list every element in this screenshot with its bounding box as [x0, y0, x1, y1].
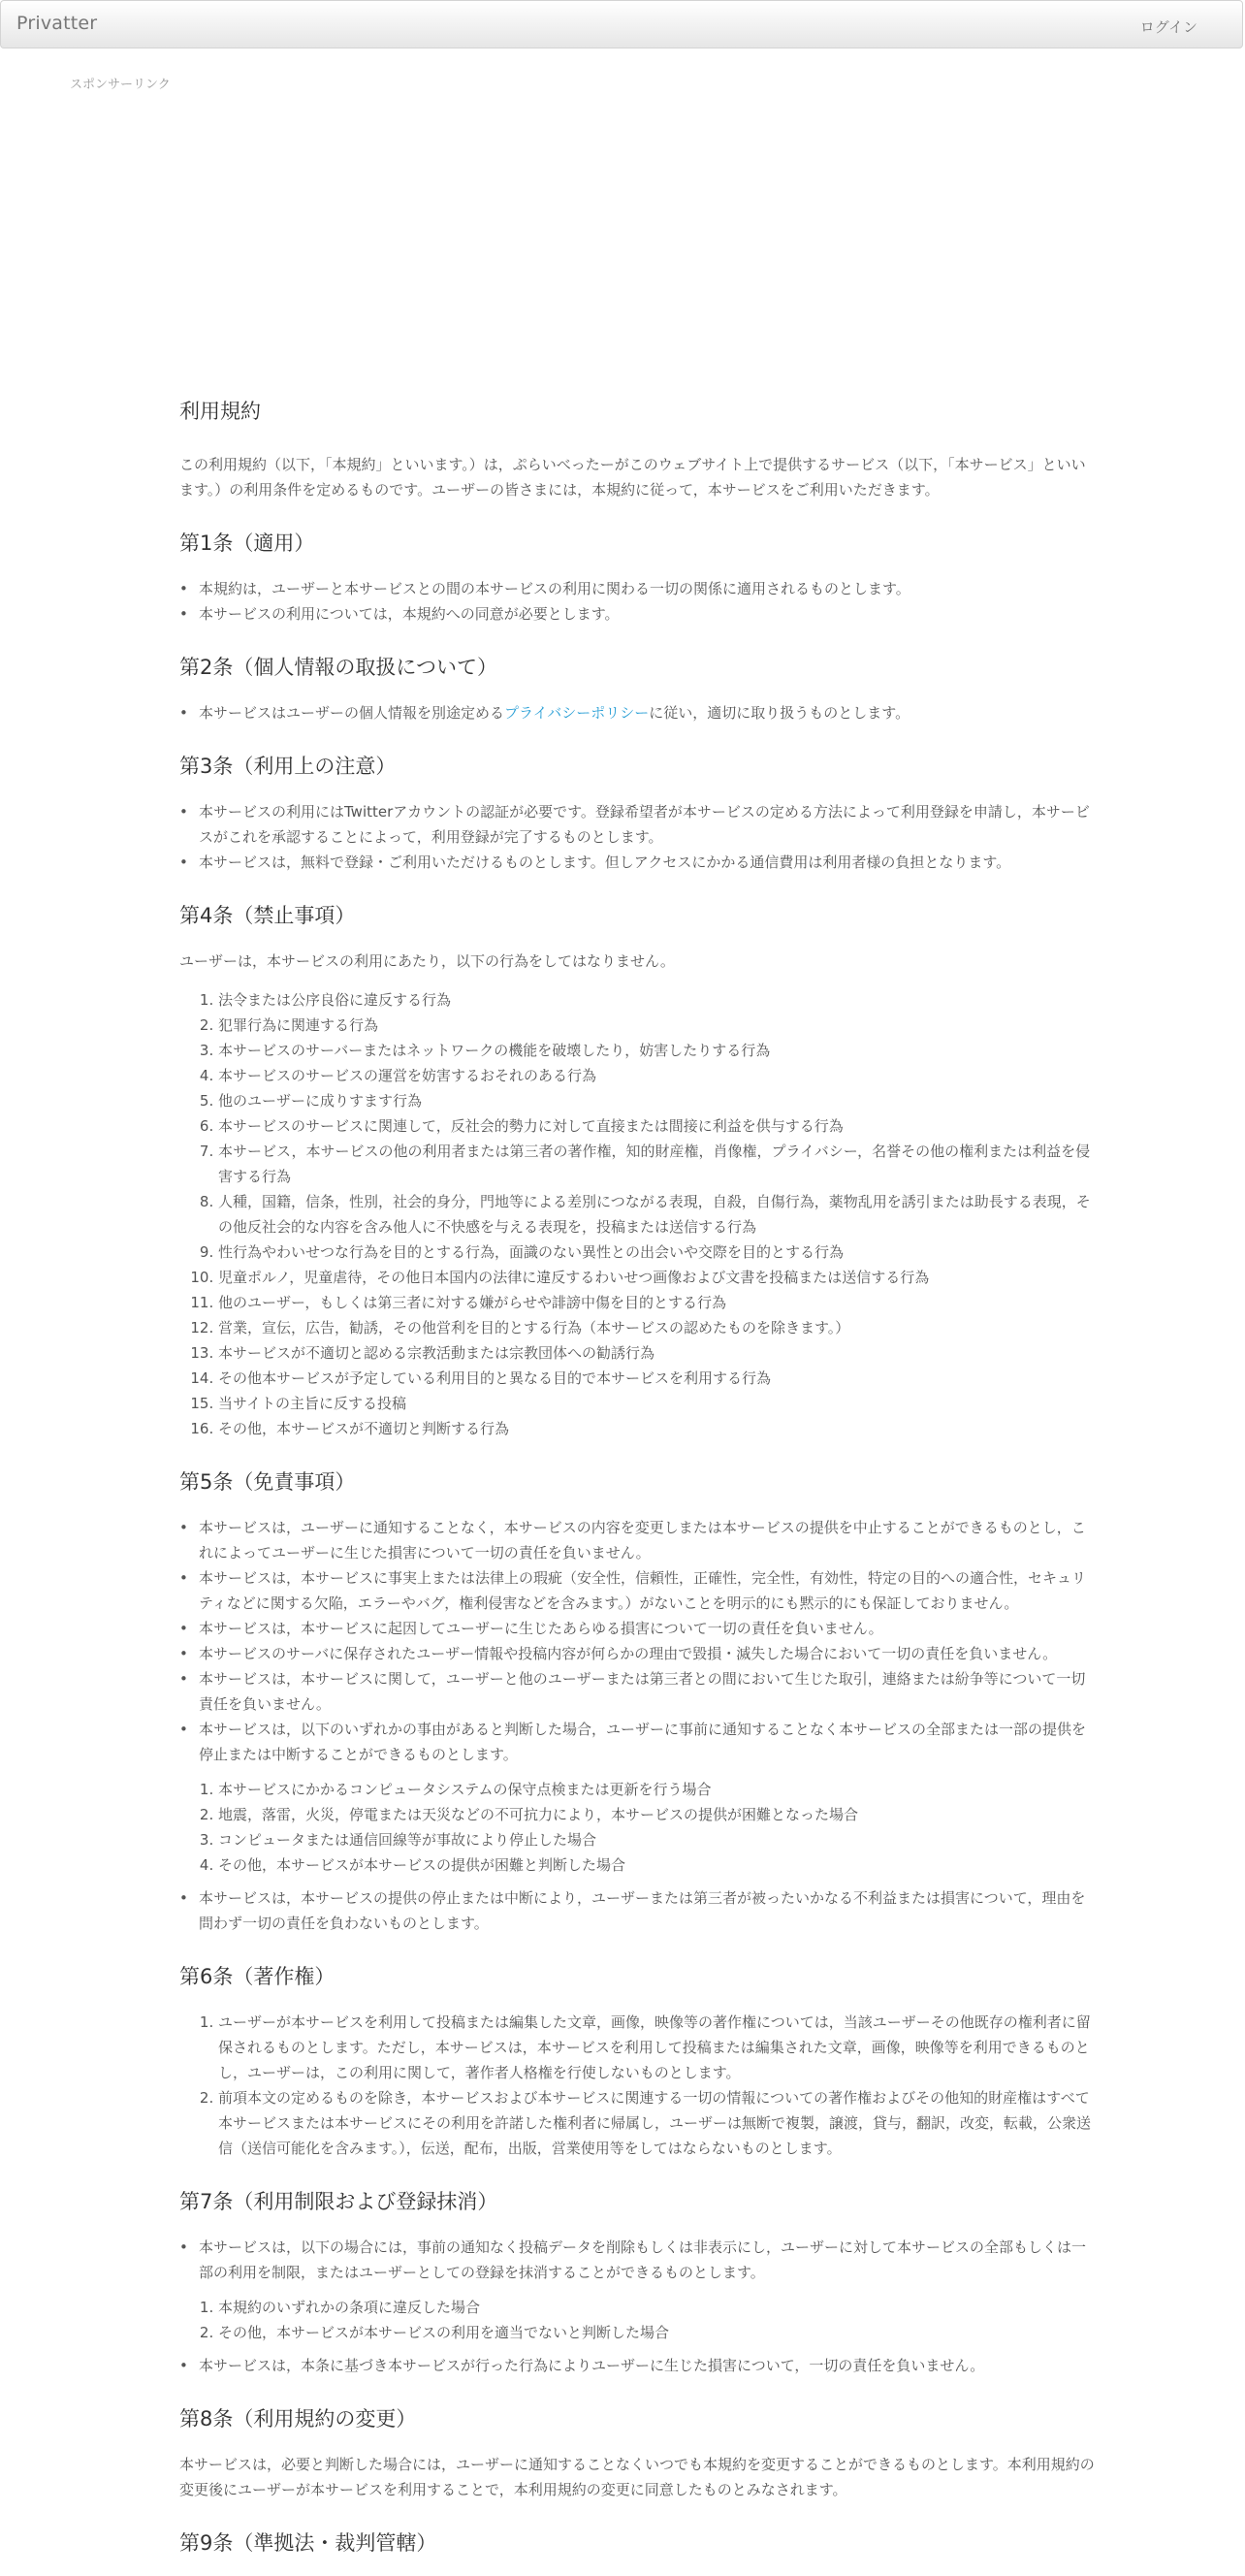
list-item: • 本サービスは，本条に基づき本サービスが行った行為によりユーザーに生じた損害について，一切の責任を負いません。 [179, 2357, 985, 2374]
list-item: 16. その他，本サービスが不適切と判断する行為 [218, 1416, 1095, 1441]
article-8-text: 本サービスは，必要と判断した場合には，ユーザーに通知することなくいつでも本規約を変更することができるものとします。本利用規約の変更後にユーザーが本サービスを利用することで，本利用規約の変更に同意したものとみなされます。 [179, 2456, 1095, 2498]
list-item: 12. 営業，宣伝，広告，勧誘，その他営利を目的とする行為（本サービスの認めたものを除きます。） [218, 1315, 1095, 1340]
list-item: 15. 当サイトの主旨に反する投稿 [218, 1391, 1095, 1416]
list-item: • 本サービスは，ユーザーに通知することなく，本サービスの内容を変更しまたは本サービスの提供を中止することができるものとし，これによってユーザーに生じた損害について一切の責任を負いません。 [179, 1519, 1086, 1562]
article-4-heading: 第4条（禁止事項） [179, 904, 356, 927]
article-5-list [179, 1515, 1095, 1767]
article-8-heading: 第8条（利用規約の変更） [179, 2407, 417, 2431]
login-link[interactable]: ログイン [1139, 18, 1197, 36]
list-item: 1. 本規約のいずれかの条項に違反した場合 [218, 2295, 1095, 2320]
list-item: 13. 本サービスが不適切と認める宗教活動または宗教団体への勧誘行為 [218, 1340, 1095, 1366]
article-4-lead: ユーザーは，本サービスの利用にあたり，以下の行為をしてはなりません。 [179, 952, 675, 970]
list-item: 8. 人種，国籍，信条，性別，社会的身分，門地等による差別につながる表現，自殺，自傷行為，薬物乱用を誘引または助長する表現，その他反社会的な内容を含み他人に不快感を与える表現を，投稿または送信する行為 [218, 1189, 1095, 1240]
list-item: 5. 他のユーザーに成りすます行為 [218, 1088, 1095, 1113]
article-7-sublist [179, 2295, 1095, 2345]
list-item: • 本サービスのサーバに保存されたユーザー情報や投稿内容が何らかの理由で毀損・滅失した場合において一切の責任を負いません。 [179, 1645, 1058, 1662]
list-item: • 本サービスは，以下の場合には，事前の通知なく投稿データを削除もしくは非表示にし，ユーザーに対して本サービスの全部もしくは一部の利用を制限，またはユーザーとしての登録を抹消することができるものとします。 [179, 2238, 1087, 2281]
list-item: 7. 本サービス，本サービスの他の利用者または第三者の著作権，知的財産権，肖像権，プライバシー，名誉その他の権利または利益を侵害する行為 [218, 1139, 1095, 1189]
list-item: • 本サービスは，無料で登録・ご利用いただけるものとします。但しアクセスにかかる通信費用は利用者様の負担となります。 [179, 853, 1011, 871]
article-5-sublist [179, 1777, 1095, 1878]
list-item: 2. 犯罪行為に関連する行為 [218, 1013, 1095, 1038]
list-item: • 本規約は，ユーザーと本サービスとの間の本サービスの利用に関わる一切の関係に適用されるものとします。 [179, 580, 910, 597]
sponsor-label: スポンサーリンク [70, 78, 171, 92]
list-item: • 本サービスの利用にはTwitterアカウントの認証が必要です。登録希望者が本サービスの定める方法によって利用登録を申請し，本サービスがこれを承認することによって，利用登録が完了するものとします。 [179, 803, 1090, 846]
list-item: 4. その他，本サービスが本サービスの提供が困難と判断した場合 [218, 1852, 1095, 1878]
article-5-list-last [179, 1885, 1095, 1936]
list-item: 9. 性行為やわいせつな行為を目的とする行為，面識のない異性との出会いや交際を目的とする行為 [218, 1240, 1095, 1265]
list-item: • 本サービスの利用については，本規約への同意が必要とします。 [179, 605, 620, 623]
navbar [0, 0, 1243, 48]
list-item: • 本サービスは，本サービスに事実上または法律上の瑕疵（安全性，信頼性，正確性，完全性，有効性，特定の目的への適合性，セキュリティなどに関する欠陥，エラーやバグ，権利侵害などを含みます。）がないことを明示的にも黙示的にも保証しておりません。 [179, 1569, 1087, 1612]
list-item: 10. 児童ポルノ，児童虐待，その他日本国内の法律に違反するわいせつ画像および文書を投稿または送信する行為 [218, 1265, 1095, 1290]
list-item: 1. 本サービスにかかるコンピュータシステムの保守点検または更新を行う場合 [218, 1777, 1095, 1802]
list-item: • 本サービスはユーザーの個人情報を別途定めるプライバシーポリシーに従い，適切に取り扱うものとします。 [179, 704, 910, 722]
list-item: 4. 本サービスのサービスの運営を妨害するおそれのある行為 [218, 1063, 1095, 1088]
list-item: 2. 地震，落雷，火災，停電または天災などの不可抗力により，本サービスの提供が困難となった場合 [218, 1802, 1095, 1827]
article-7-list-last [179, 2353, 1095, 2378]
list-item: 14. その他本サービスが予定している利用目的と異なる目的で本サービスを利用する行為 [218, 1366, 1095, 1391]
list-item: 2. その他，本サービスが本サービスの利用を適当でないと判断した場合 [218, 2320, 1095, 2345]
article-7-heading: 第7条（利用制限および登録抹消） [179, 2190, 498, 2213]
article-1-heading: 第1条（適用） [179, 531, 315, 555]
privacy-policy-link[interactable]: プライバシーポリシー [504, 704, 650, 722]
list-item: 2. 前項本文の定めるものを除き，本サービスおよび本サービスに関連する一切の情報についての著作権およびその他知的財産権はすべて本サービスまたは本サービスにその利用を許諾した権利者に帰属し，ユーザーは無断で複製，譲渡，貸与，翻訳，改変，転載，公衆送信（送信可能化を含みます。），伝送，配布，出版，営業使用等をしてはならないものとします。 [218, 2085, 1095, 2161]
brand-logo[interactable]: Privatter [16, 13, 98, 34]
list-item: 6. 本サービスのサービスに関連して，反社会的勢力に対して直接または間接に利益を供与する行為 [218, 1113, 1095, 1139]
intro-text: この利用規約（以下，「本規約」といいます。）は，ぷらいべったーがこのウェブサイト上で提供するサービス（以下，「本サービス」といいます。）の利用条件を定めるものです。ユーザーの皆さまには，本規約に従って，本サービスをご利用いただきます。 [179, 456, 1086, 499]
list-item: 1. ユーザーが本サービスを利用して投稿または編集した文章，画像，映像等の著作権については，当該ユーザーその他既存の権利者に留保されるものとします。ただし，本サービスは，本サービスを利用して投稿または編集された文章，画像，映像等を利用できるものとし，ユーザーは，この利用に関して，著作者人格権を行使しないものとします。 [218, 2010, 1095, 2085]
list-item: 11. 他のユーザー，もしくは第三者に対する嫌がらせや誹謗中傷を目的とする行為 [218, 1290, 1095, 1315]
article-3-heading: 第3条（利用上の注意） [179, 755, 397, 778]
list-item: • 本サービスは，本サービスに起因してユーザーに生じたあらゆる損害について一切の責任を負いません。 [179, 1620, 883, 1637]
article-6-heading: 第6条（著作権） [179, 1965, 335, 1988]
article-5-heading: 第5条（免責事項） [179, 1470, 356, 1494]
article-1-list [179, 576, 1095, 627]
article-9-heading: 第9条（準拠法・裁判管轄） [179, 2531, 437, 2555]
article-7-list [179, 2235, 1095, 2285]
article-3-list [179, 799, 1095, 875]
list-item: 3. 本サービスのサーバーまたはネットワークの機能を破壊したり，妨害したりする行為 [218, 1038, 1095, 1063]
article-2-list [179, 700, 1095, 725]
list-item: 1. 法令または公序良俗に違反する行為 [218, 987, 1095, 1013]
terms-content [179, 390, 1095, 2576]
list-item: • 本サービスは，本サービスの提供の停止または中断により，ユーザーまたは第三者が被ったいかなる不利益または損害について，理由を問わず一切の責任を負わないものとします。 [179, 1889, 1086, 1932]
list-item: • 本サービスは，以下のいずれかの事由があると判断した場合，ユーザーに事前に通知することなく本サービスの全部または一部の提供を停止または中断することができるものとします。 [179, 1721, 1087, 1763]
article-2-heading: 第2条（個人情報の取扱について） [179, 656, 497, 679]
article-6-list [179, 2010, 1095, 2161]
article-4-list [179, 987, 1095, 1441]
page-title: 利用規約 [179, 400, 261, 423]
list-item: 3. コンピュータまたは通信回線等が事故により停止した場合 [218, 1827, 1095, 1852]
list-item: • 本サービスは，本サービスに関して，ユーザーと他のユーザーまたは第三者との間において生じた取引，連絡または紛争等について一切責任を負いません。 [179, 1670, 1086, 1713]
